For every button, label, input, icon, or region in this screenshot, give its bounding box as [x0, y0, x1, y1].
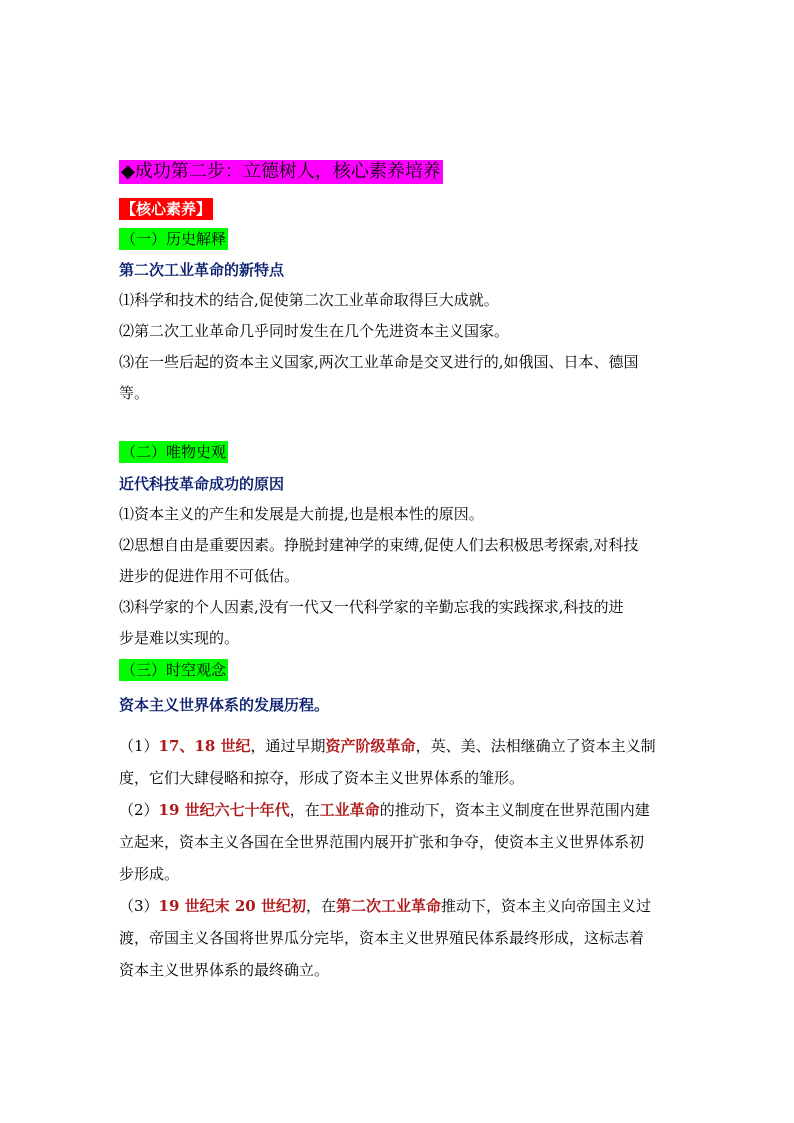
list-item: ⑴资本主义的产生和发展是大前提,也是根本性的原因。 [119, 505, 484, 523]
timeline-item-2-cont: 步形成。 [119, 865, 180, 883]
section-label-2: （二）唯物史观 [121, 443, 227, 461]
timeline-item-3: （3）19 世纪末 20 世纪初，在第二次工业革命推动下，资本主义向帝国主义过 [119, 897, 652, 915]
timeline-list [119, 730, 679, 986]
core-literacy-tag [119, 198, 213, 220]
list-item: 步是难以实现的。 [119, 629, 240, 647]
timeline-item-2-cont: 立起来，资本主义各国在全世界范围内展开扩张和争夺，使资本主义世界体系初 [119, 833, 645, 851]
section-title-3: 资本主义世界体系的发展历程。 [119, 696, 330, 714]
section-title-2: 近代科技革命成功的原因 [119, 475, 285, 493]
section-label-1: （一）历史解释 [121, 230, 227, 248]
list-item: ⑶科学家的个人因素,没有一代又一代科学家的辛勤忘我的实践探求,科技的进 [119, 598, 624, 616]
timeline-item-2: （2）19 世纪六七十年代，在工业革命的推动下，资本主义制度在世界范围内建 [119, 801, 650, 819]
list-item: 进步的促进作用不可低估。 [119, 567, 300, 585]
list-item: 等。 [119, 384, 150, 402]
heading-text: ◆成功第二步：立德树人，核心素养培养 [121, 161, 441, 182]
list-item: ⑵思想自由是重要因素。挣脱封建神学的束缚,促使人们去积极思考探索,对科技 [119, 536, 639, 554]
section-list-1 [119, 285, 679, 409]
timeline-item-3-cont: 资本主义世界体系的最终确立。 [119, 961, 330, 979]
list-item: ⑴科学和技术的结合,促使第二次工业革命取得巨大成就。 [119, 291, 499, 309]
list-item: ⑵第二次工业革命几乎同时发生在几个先进资本主义国家。 [119, 322, 510, 340]
section-label-3: （三）时空观念 [121, 661, 227, 679]
timeline-item-1-cont: 度，它们大肆侵略和掠夺，形成了资本主义世界体系的雏形。 [119, 769, 525, 787]
section-list-2 [119, 499, 679, 654]
section-heading [119, 160, 443, 184]
timeline-item-1: （1）17、18 世纪，通过早期资产阶级革命，英、美、法相继确立了资本主义制 [119, 737, 656, 755]
section-title-1: 第二次工业革命的新特点 [119, 261, 285, 279]
list-item: ⑶在一些后起的资本主义国家,两次工业革命是交叉进行的,如俄国、日本、德国 [119, 353, 639, 371]
timeline-item-3-cont: 渡，帝国主义各国将世界瓜分完毕，资本主义世界殖民体系最终形成，这标志着 [119, 929, 645, 947]
tag-text: 【核心素养】 [121, 200, 212, 218]
